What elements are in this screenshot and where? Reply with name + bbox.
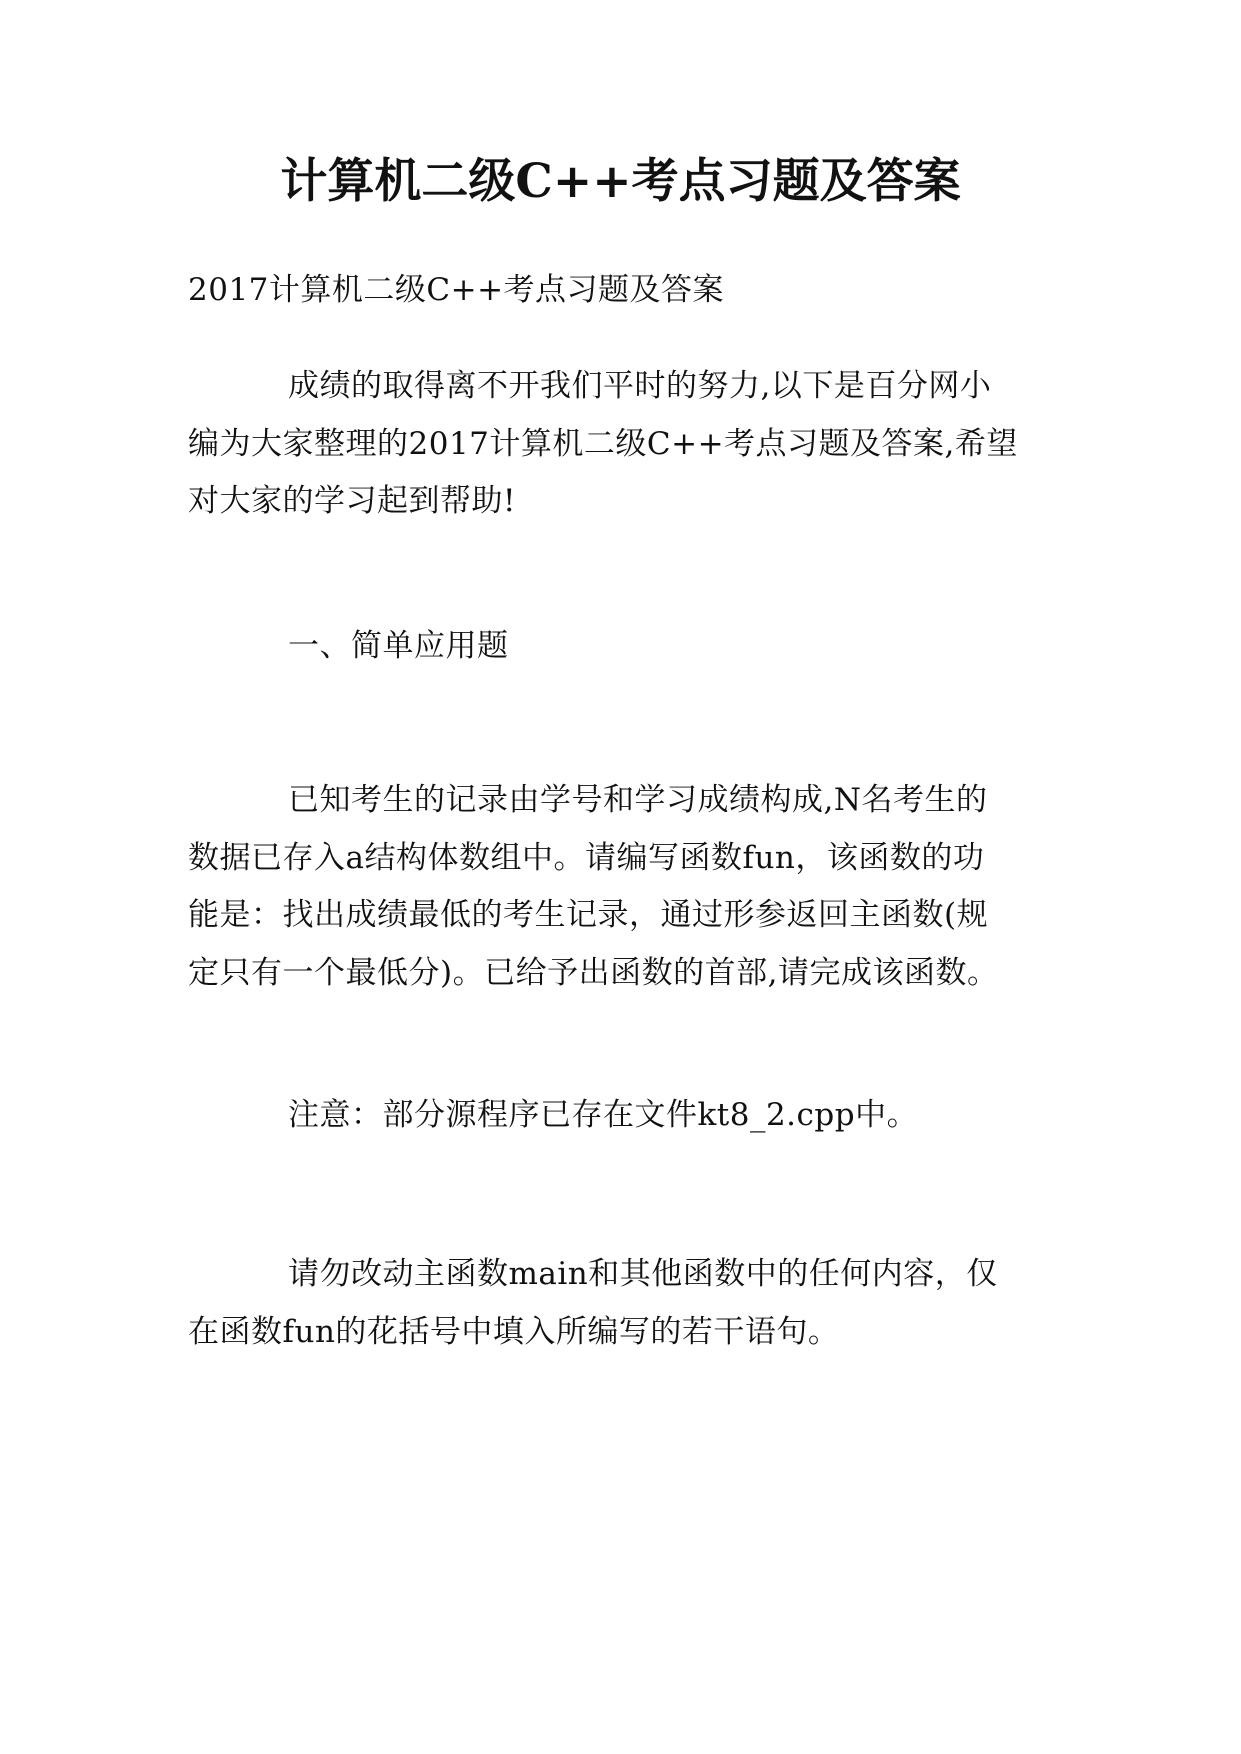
question-line: 定只有一个最低分)。已给予出函数的首部,请完成该函数。 [188, 954, 999, 991]
instruction-line: 请勿改动主函数main和其他函数中的任何内容，仅 [288, 1256, 998, 1292]
document-title: 计算机二级C++考点习题及答案 [280, 154, 961, 209]
intro-line: 对大家的学习起到帮助! [188, 483, 516, 519]
instruction-line: 在函数fun的花括号中填入所编写的若干语句。 [188, 1313, 840, 1350]
intro-line: 成绩的取得离不开我们平时的努力,以下是百分网小 [288, 368, 992, 404]
intro-line: 编为大家整理的2017计算机二级C++考点习题及答案,希望 [188, 425, 1018, 462]
question-line: 数据已存入a结构体数组中。请编写函数fun，该函数的功 [188, 839, 985, 876]
note-paragraph: 注意：部分源程序已存在文件kt8_2.cpp中。 [288, 1097, 919, 1133]
intro-paragraph [188, 358, 1053, 531]
question-line: 能是：找出成绩最低的考生记录，通过形参返回主函数(规 [188, 897, 989, 933]
section-heading: 一、简单应用题 [288, 628, 509, 664]
instruction-paragraph [188, 1246, 1053, 1361]
question-paragraph [188, 772, 1053, 1002]
document-subtitle: 2017计算机二级C++考点习题及答案 [188, 272, 725, 308]
question-line: 已知考生的记录由学号和学习成绩构成,N名考生的 [288, 782, 988, 818]
